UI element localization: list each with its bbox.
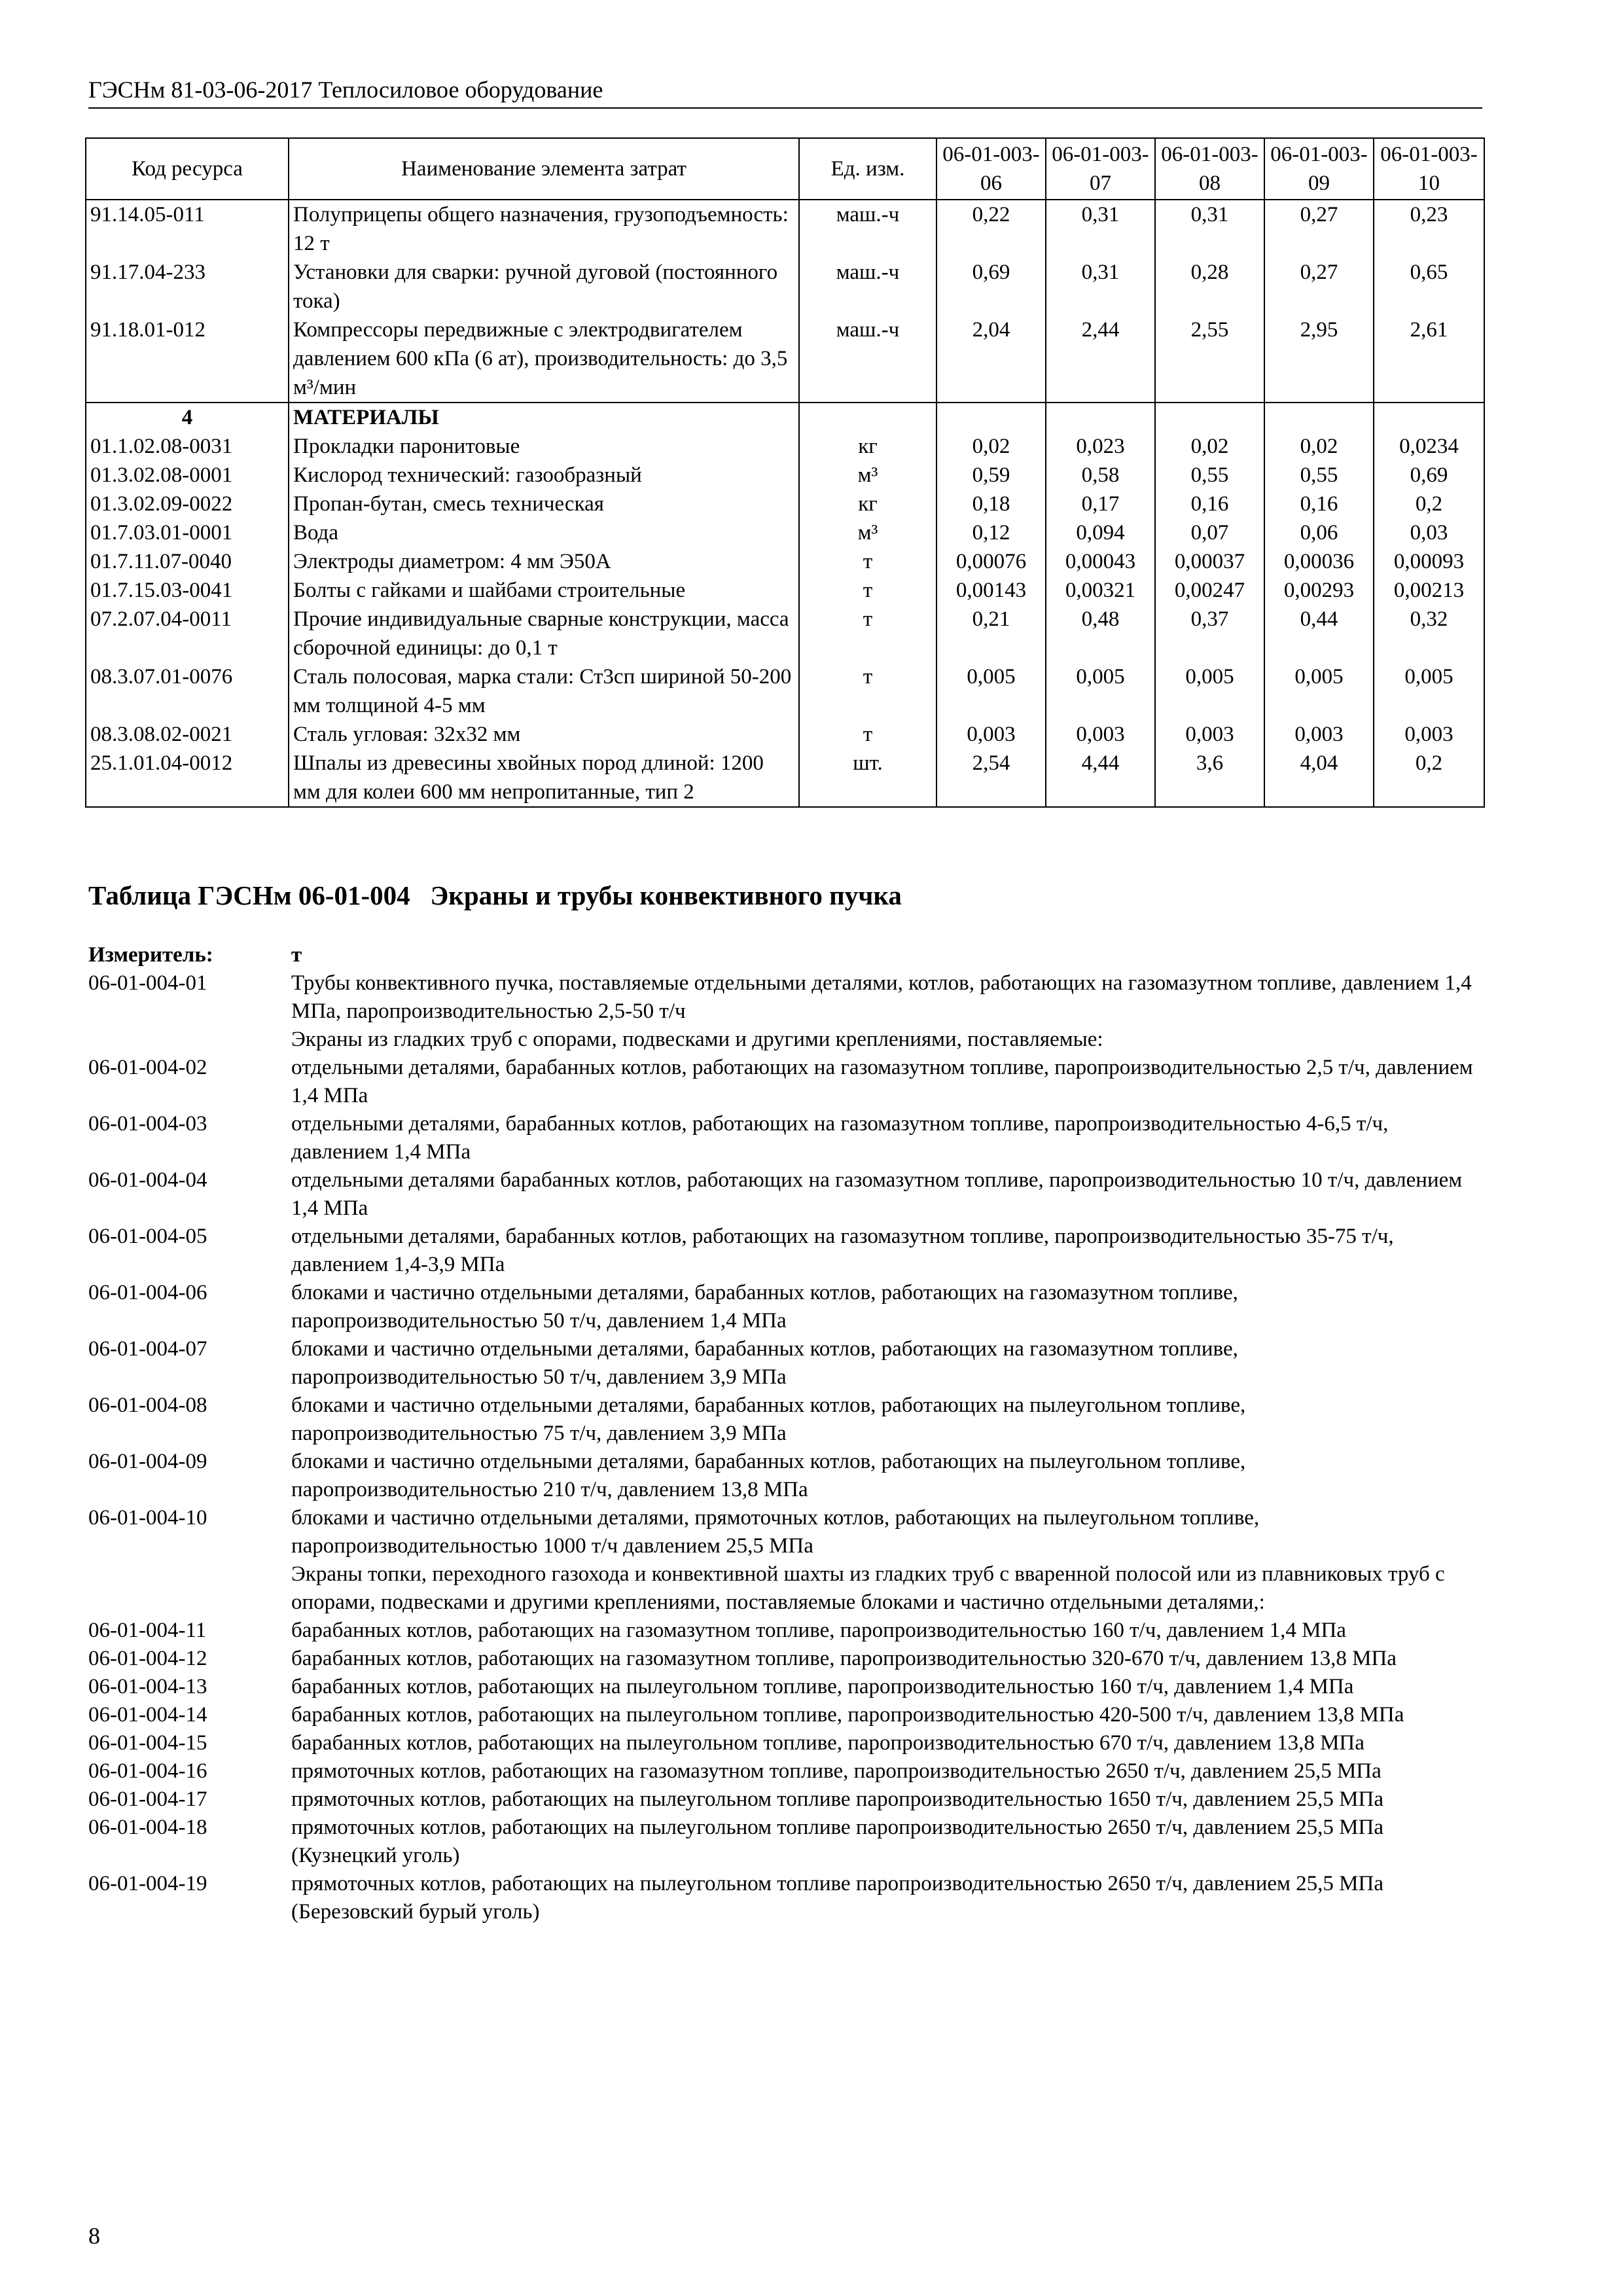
item-code: 06-01-004-02 — [88, 1056, 207, 1079]
item-code: 06-01-004-08 — [88, 1393, 207, 1417]
row-value-4: 0,00036 — [1264, 547, 1374, 576]
table-row — [86, 662, 1484, 720]
col-header-value-1: 06-01-003-06 — [936, 138, 1046, 200]
list-item — [88, 1757, 1486, 1785]
resource-table — [85, 137, 1485, 808]
row-value-5: 0,69 — [1374, 461, 1484, 490]
row-value-4: 2,95 — [1264, 315, 1374, 403]
page-number: 8 — [88, 2223, 100, 2249]
col-header-value-5: 06-01-003-10 — [1374, 138, 1484, 200]
section-row — [86, 403, 1484, 432]
row-value-3: 3,6 — [1155, 749, 1264, 807]
row-code: 4 — [86, 403, 289, 432]
resource-table-body — [86, 200, 1484, 807]
item-text: Экраны из гладких труб с опорами, подвесками и другими креплениями, поставляемые: — [291, 1028, 1103, 1051]
row-name: Сталь полосовая, марка стали: Ст3сп шириной 50-200 мм толщиной 4-5 мм — [289, 662, 799, 720]
row-unit: м³ — [799, 518, 936, 547]
table-row — [86, 315, 1484, 403]
item-code: 06-01-004-18 — [88, 1816, 207, 1839]
row-value-2 — [1046, 403, 1155, 432]
list-item — [88, 1335, 1486, 1391]
row-value-3: 0,16 — [1155, 490, 1264, 518]
table-row — [86, 720, 1484, 749]
row-unit: т — [799, 605, 936, 662]
row-name: Болты с гайками и шайбами строительные — [289, 576, 799, 605]
row-value-2: 0,17 — [1046, 490, 1155, 518]
row-value-4: 0,06 — [1264, 518, 1374, 547]
row-name: Прокладки паронитовые — [289, 432, 799, 461]
item-text: отдельными деталями, барабанных котлов, работающих на газомазутном топливе, паропроизводительностью 35-75 т/ч, давлением 1,4-3,9 МПа — [291, 1225, 1394, 1276]
row-value-1: 0,22 — [936, 200, 1046, 258]
row-value-3: 0,00247 — [1155, 576, 1264, 605]
item-text: барабанных котлов, работающих на пылеугольном топливе, паропроизводительностью 670 т/ч, давлением 13,8 МПа — [291, 1731, 1364, 1755]
row-unit: т — [799, 547, 936, 576]
row-value-2: 0,00043 — [1046, 547, 1155, 576]
item-text: прямоточных котлов, работающих на пылеугольном топливе паропроизводительностью 2650 т/ч, давлением 25,5 МПа (Березовский бурый уголь) — [291, 1872, 1383, 1924]
row-code: 01.3.02.08-0001 — [86, 461, 289, 490]
table-row — [86, 576, 1484, 605]
row-value-1: 2,04 — [936, 315, 1046, 403]
table-row — [86, 490, 1484, 518]
row-value-2: 4,44 — [1046, 749, 1155, 807]
list-item — [88, 1054, 1486, 1110]
row-value-5: 0,2 — [1374, 749, 1484, 807]
row-code: 01.7.11.07-0040 — [86, 547, 289, 576]
item-text: прямоточных котлов, работающих на газомазутном топливе, паропроизводительностью 2650 т/ч, давлением 25,5 МПа — [291, 1759, 1382, 1783]
row-code: 01.7.03.01-0001 — [86, 518, 289, 547]
item-text: блоками и частично отдельными деталями, барабанных котлов, работающих на пылеугольном топливе, паропроизводительностью 75 т/ч, давлением 3,9 МПа — [291, 1393, 1246, 1445]
list-item — [88, 1223, 1486, 1279]
item-text: Трубы конвективного пучка, поставляемые отдельными деталями, котлов, работающих на газомазутном топливе, давлением 1,4 МПа, паропроизводительностью 2,5-50 т/ч — [291, 971, 1472, 1023]
list-item — [88, 1814, 1486, 1870]
row-name: Прочие индивидуальные сварные конструкции, масса сборочной единицы: до 0,1 т — [289, 605, 799, 662]
row-value-4 — [1264, 403, 1374, 432]
item-code: 06-01-004-13 — [88, 1675, 207, 1698]
measure-row — [88, 941, 1486, 969]
row-name: Кислород технический: газообразный — [289, 461, 799, 490]
row-unit: т — [799, 576, 936, 605]
table-row — [86, 461, 1484, 490]
table-header-row — [86, 138, 1484, 200]
row-code: 08.3.07.01-0076 — [86, 662, 289, 720]
row-value-3: 0,02 — [1155, 432, 1264, 461]
row-value-1: 0,005 — [936, 662, 1046, 720]
list-item — [88, 1504, 1486, 1560]
row-unit — [799, 403, 936, 432]
row-unit: шт. — [799, 749, 936, 807]
row-value-2: 0,31 — [1046, 200, 1155, 258]
row-value-4: 0,003 — [1264, 720, 1374, 749]
item-text: барабанных котлов, работающих на пылеугольном топливе, паропроизводительностью 420-500 т/ч, давлением 13,8 МПа — [291, 1703, 1404, 1727]
row-value-3: 0,55 — [1155, 461, 1264, 490]
row-code: 91.17.04-233 — [86, 258, 289, 315]
row-value-2: 0,094 — [1046, 518, 1155, 547]
row-value-4: 0,44 — [1264, 605, 1374, 662]
row-value-3: 0,37 — [1155, 605, 1264, 662]
row-value-3: 2,55 — [1155, 315, 1264, 403]
row-value-2: 0,00321 — [1046, 576, 1155, 605]
table-row — [86, 200, 1484, 258]
row-code: 91.18.01-012 — [86, 315, 289, 403]
row-value-1: 0,59 — [936, 461, 1046, 490]
measure-value: т — [291, 943, 302, 967]
row-unit: т — [799, 720, 936, 749]
row-value-2: 0,005 — [1046, 662, 1155, 720]
row-value-2: 0,58 — [1046, 461, 1155, 490]
col-header-value-4: 06-01-003-09 — [1264, 138, 1374, 200]
row-name: Полуприцепы общего назначения, грузоподъемность: 12 т — [289, 200, 799, 258]
item-text: барабанных котлов, работающих на газомазутном топливе, паропроизводительностью 320-670 т/ч, давлением 13,8 МПа — [291, 1647, 1397, 1670]
row-value-1: 0,02 — [936, 432, 1046, 461]
table-row — [86, 518, 1484, 547]
row-value-4: 0,005 — [1264, 662, 1374, 720]
row-value-5: 0,00213 — [1374, 576, 1484, 605]
row-value-5: 2,61 — [1374, 315, 1484, 403]
list-item — [88, 1110, 1486, 1166]
list-item — [88, 1729, 1486, 1757]
row-value-1: 2,54 — [936, 749, 1046, 807]
list-item — [88, 969, 1486, 1026]
list-item — [88, 1166, 1486, 1223]
row-value-5: 0,003 — [1374, 720, 1484, 749]
row-value-4: 0,02 — [1264, 432, 1374, 461]
table-title-text: Экраны и трубы конвективного пучка — [430, 880, 902, 910]
row-code: 08.3.08.02-0021 — [86, 720, 289, 749]
row-code: 25.1.01.04-0012 — [86, 749, 289, 807]
row-value-5: 0,2 — [1374, 490, 1484, 518]
row-value-4: 0,55 — [1264, 461, 1374, 490]
table-title — [88, 877, 902, 914]
row-value-3: 0,00037 — [1155, 547, 1264, 576]
item-code: 06-01-004-05 — [88, 1225, 207, 1248]
item-text: блоками и частично отдельными деталями, барабанных котлов, работающих на пылеугольном топливе, паропроизводительностью 210 т/ч, давлением 13,8 МПа — [291, 1450, 1246, 1501]
running-header: ГЭСНм 81-03-06-2017 Теплосиловое оборудование — [88, 73, 1482, 109]
list-item — [88, 1279, 1486, 1335]
col-header-value-3: 06-01-003-08 — [1155, 138, 1264, 200]
item-text: прямоточных котлов, работающих на пылеугольном топливе паропроизводительностью 2650 т/ч, давлением 25,5 МПа (Кузнецкий уголь) — [291, 1816, 1383, 1867]
row-value-4: 0,16 — [1264, 490, 1374, 518]
item-code: 06-01-004-12 — [88, 1647, 207, 1670]
row-code: 91.14.05-011 — [86, 200, 289, 258]
row-value-5: 0,005 — [1374, 662, 1484, 720]
row-value-3: 0,07 — [1155, 518, 1264, 547]
row-value-1: 0,69 — [936, 258, 1046, 315]
row-value-2: 0,023 — [1046, 432, 1155, 461]
item-text: прямоточных котлов, работающих на пылеугольном топливе паропроизводительностью 1650 т/ч, давлением 25,5 МПа — [291, 1787, 1383, 1811]
row-value-1: 0,12 — [936, 518, 1046, 547]
row-name: Пропан-бутан, смесь техническая — [289, 490, 799, 518]
row-value-2: 0,48 — [1046, 605, 1155, 662]
row-name: Электроды диаметром: 4 мм Э50А — [289, 547, 799, 576]
col-header-code: Код ресурса — [86, 138, 289, 200]
measure-label: Измеритель: — [88, 943, 213, 967]
item-code: 06-01-004-16 — [88, 1759, 207, 1783]
item-code: 06-01-004-15 — [88, 1731, 207, 1755]
row-value-1: 0,00143 — [936, 576, 1046, 605]
col-header-name: Наименование элемента затрат — [289, 138, 799, 200]
table-row — [86, 547, 1484, 576]
row-value-5: 0,65 — [1374, 258, 1484, 315]
row-value-1: 0,003 — [936, 720, 1046, 749]
row-unit: маш.-ч — [799, 200, 936, 258]
row-value-4: 0,27 — [1264, 200, 1374, 258]
item-text: отдельными деталями барабанных котлов, работающих на газомазутном топливе, паропроизводительностью 10 т/ч, давлением 1,4 МПа — [291, 1168, 1463, 1220]
item-code — [88, 1560, 291, 1617]
row-value-3: 0,005 — [1155, 662, 1264, 720]
row-code: 01.7.15.03-0041 — [86, 576, 289, 605]
item-code: 06-01-004-17 — [88, 1787, 207, 1811]
row-value-5: 0,32 — [1374, 605, 1484, 662]
item-text: барабанных котлов, работающих на газомазутном топливе, паропроизводительностью 160 т/ч, давлением 1,4 МПа — [291, 1619, 1346, 1642]
list-item — [88, 1870, 1486, 1926]
item-code — [88, 1026, 291, 1054]
row-unit: маш.-ч — [799, 258, 936, 315]
item-text: блоками и частично отдельными деталями, прямоточных котлов, работающих на пылеугольном топливе, паропроизводительностью 1000 т/ч давлением 25,5 МПа — [291, 1506, 1260, 1558]
item-text: Экраны топки, переходного газохода и конвективной шахты из гладких труб с вваренной полосой или из плавниковых труб с опорами, подвесками и другими креплениями, поставляемые блоками и частично отдельными деталями,: — [291, 1562, 1445, 1614]
item-text: отдельными деталями, барабанных котлов, работающих на газомазутном топливе, паропроизводительностью 2,5 т/ч, давлением 1,4 МПа — [291, 1056, 1473, 1107]
col-header-value-2: 06-01-003-07 — [1046, 138, 1155, 200]
row-value-3: 0,28 — [1155, 258, 1264, 315]
item-code: 06-01-004-06 — [88, 1281, 207, 1304]
list-item — [88, 1560, 1486, 1617]
list-item — [88, 1785, 1486, 1814]
item-code: 06-01-004-03 — [88, 1112, 207, 1136]
item-text: блоками и частично отдельными деталями, барабанных котлов, работающих на газомазутном топливе, паропроизводительностью 50 т/ч, давлением 1,4 МПа — [291, 1281, 1238, 1333]
row-value-5: 0,23 — [1374, 200, 1484, 258]
table-row — [86, 432, 1484, 461]
list-item — [88, 1026, 1486, 1054]
row-value-1 — [936, 403, 1046, 432]
table-title-prefix: Таблица ГЭСНм 06-01-004 — [88, 880, 410, 910]
item-code: 06-01-004-14 — [88, 1703, 207, 1727]
list-item — [88, 1645, 1486, 1673]
col-header-unit: Ед. изм. — [799, 138, 936, 200]
row-value-1: 0,00076 — [936, 547, 1046, 576]
row-name: Шпалы из древесины хвойных пород длиной: 1200 мм для колеи 600 мм непропитанные, тип 2 — [289, 749, 799, 807]
row-value-3 — [1155, 403, 1264, 432]
list-item — [88, 1617, 1486, 1645]
item-code: 06-01-004-09 — [88, 1450, 207, 1473]
row-value-4: 4,04 — [1264, 749, 1374, 807]
row-value-4: 0,27 — [1264, 258, 1374, 315]
item-code: 06-01-004-10 — [88, 1506, 207, 1530]
row-unit: т — [799, 662, 936, 720]
row-value-1: 0,18 — [936, 490, 1046, 518]
item-code: 06-01-004-04 — [88, 1168, 207, 1192]
row-value-5: 0,00093 — [1374, 547, 1484, 576]
row-value-2: 0,31 — [1046, 258, 1155, 315]
row-name: Установки для сварки: ручной дуговой (постоянного тока) — [289, 258, 799, 315]
item-code: 06-01-004-07 — [88, 1337, 207, 1361]
item-text: барабанных котлов, работающих на пылеугольном топливе, паропроизводительностью 160 т/ч, давлением 1,4 МПа — [291, 1675, 1354, 1698]
list-item — [88, 1701, 1486, 1729]
row-name: Вода — [289, 518, 799, 547]
item-code: 06-01-004-19 — [88, 1872, 207, 1895]
item-text: отдельными деталями, барабанных котлов, работающих на газомазутном топливе, паропроизводительностью 4-6,5 т/ч, давлением 1,4 МПа — [291, 1112, 1389, 1164]
list-item — [88, 1673, 1486, 1701]
row-value-5: 0,03 — [1374, 518, 1484, 547]
row-unit: м³ — [799, 461, 936, 490]
row-name: Сталь угловая: 32x32 мм — [289, 720, 799, 749]
row-value-2: 2,44 — [1046, 315, 1155, 403]
table-row — [86, 258, 1484, 315]
row-value-2: 0,003 — [1046, 720, 1155, 749]
row-name: МАТЕРИАЛЫ — [289, 403, 799, 432]
row-unit: маш.-ч — [799, 315, 936, 403]
item-code: 06-01-004-11 — [88, 1619, 207, 1642]
list-item — [88, 1391, 1486, 1448]
row-value-3: 0,003 — [1155, 720, 1264, 749]
item-list — [88, 941, 1486, 1926]
row-value-5 — [1374, 403, 1484, 432]
table-row — [86, 749, 1484, 807]
row-unit: кг — [799, 432, 936, 461]
row-code: 07.2.07.04-0011 — [86, 605, 289, 662]
row-unit: кг — [799, 490, 936, 518]
row-value-3: 0,31 — [1155, 200, 1264, 258]
table-row — [86, 605, 1484, 662]
item-code: 06-01-004-01 — [88, 971, 207, 995]
item-text: блоками и частично отдельными деталями, барабанных котлов, работающих на газомазутном топливе, паропроизводительностью 50 т/ч, давлением 3,9 МПа — [291, 1337, 1238, 1389]
list-item — [88, 1448, 1486, 1504]
row-name: Компрессоры передвижные с электродвигателем давлением 600 кПа (6 ат), производительность: до 3,5 м³/мин — [289, 315, 799, 403]
row-value-1: 0,21 — [936, 605, 1046, 662]
row-code: 01.3.02.09-0022 — [86, 490, 289, 518]
row-value-4: 0,00293 — [1264, 576, 1374, 605]
row-code: 01.1.02.08-0031 — [86, 432, 289, 461]
row-value-5: 0,0234 — [1374, 432, 1484, 461]
